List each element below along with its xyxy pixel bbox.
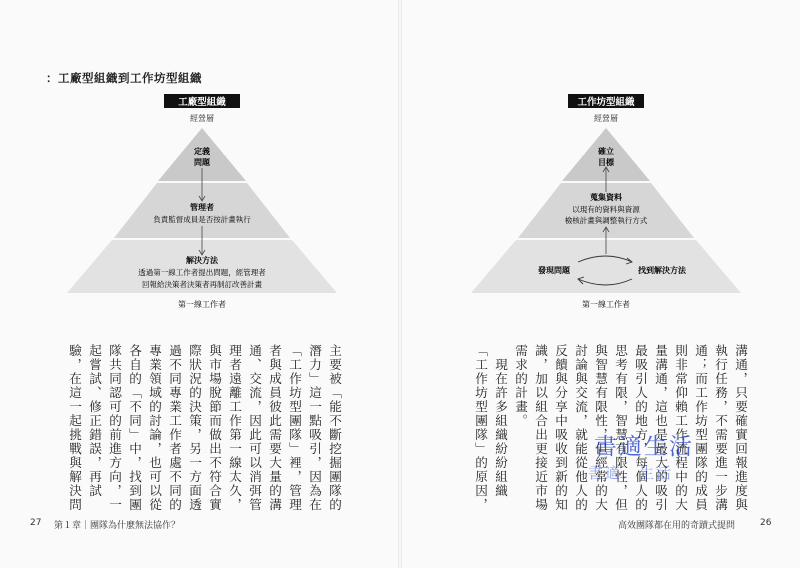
text-column: 通；而工作坊型團隊的成員 [693, 344, 708, 512]
text-column: 量溝通，這也是最大的吸引 [653, 344, 668, 512]
workshop-tier3-right: 找到解決方法 [638, 266, 686, 275]
workshop-tier2-line1: 以現有的資料與資源 [572, 205, 640, 214]
workshop-tier1-line2: 目標 [598, 158, 614, 167]
text-column: 各自的「不同」中，找到團 [127, 344, 142, 512]
text-column: 現在許多組織紛紛組織 [493, 344, 508, 498]
text-column: 隊共同認可的前進方向，一 [107, 344, 122, 512]
text-column: 理者遠離工作第一線太久， [227, 344, 242, 512]
text-column: 反饋與分享中吸收到新的知 [553, 344, 568, 512]
text-column: 溝通，只要確實回報進度與 [733, 344, 748, 512]
factory-pyramid [67, 94, 337, 309]
workshop-header-label: 工作坊型組織 [577, 97, 635, 108]
text-column: 識，加以組合出更接近市場 [533, 344, 548, 512]
figure-title: ：工廠型組織到工作坊型組織 [46, 71, 202, 85]
text-column: 起嘗試、修正錯誤，再試 [87, 344, 102, 498]
text-column: 潛力」這一點吸引，因為在 [307, 344, 322, 512]
workshop-tier3-left: 發現問題 [538, 266, 570, 275]
watermark-line-2: 書適．生活 [588, 464, 674, 482]
right-running-footer: 高效團隊都在用的奇蹟式提問 [618, 521, 736, 531]
factory-header-label: 工廠型組織 [178, 97, 226, 108]
text-column: 「工作坊型團隊」裡，管理 [287, 344, 302, 512]
factory-tier3-title: 解決方法 [186, 256, 218, 265]
right-page-number: 26 [760, 518, 772, 528]
workshop-tier2-line2: 檢核計畫與調整執行方式 [564, 216, 648, 225]
text-column: 最吸引人的地方，每個人的 [633, 344, 648, 512]
workshop-pyramid [471, 94, 741, 309]
factory-tier3-line2: 回報給決策者決策者再制訂改善計畫 [142, 280, 262, 289]
factory-tier2-title: 管理者 [190, 203, 214, 212]
text-column: 則非常仰賴工作流程中的大 [673, 344, 688, 512]
text-column: 與市場脫節而做出不符合實 [207, 344, 222, 512]
factory-tier1-line1: 定義 [194, 147, 210, 156]
text-column: 者與成員彼此需要大量的溝 [267, 344, 282, 512]
factory-tier3-line1: 透過第一線工作者提出問題，經管理者 [138, 268, 266, 277]
workshop-tier1-line1: 確立 [598, 147, 614, 156]
text-column: 與智慧有限性，但經常的大 [593, 344, 608, 512]
left-running-footer: 第１章｜團隊為什麼無法協作？ [54, 521, 181, 531]
factory-top-label: 經營層 [190, 114, 214, 123]
text-column: 過不同專業工作者處不同的 [167, 344, 182, 512]
text-column: 執行任務，不需要進一步溝 [713, 344, 728, 512]
text-column: 際狀況的決策，另一方面透 [187, 344, 202, 512]
text-column: 驗，在這一起挑戰與解決問 [67, 344, 82, 512]
workshop-bottom-label: 第一線工作者 [582, 300, 630, 309]
watermark-stamp [588, 428, 694, 494]
text-column: 需求的計畫。 [513, 344, 528, 428]
text-column: 討論與交流，就能從他人的 [573, 344, 588, 512]
text-column: 「工作坊型團隊」的原因， [473, 344, 488, 512]
watermark-line-1: 書適生活 [594, 434, 694, 460]
text-column: 主要被「能不斷挖掘團隊的 [327, 344, 342, 512]
workshop-tier2-title: 蒐集資料 [590, 193, 622, 202]
factory-bottom-label: 第一線工作者 [178, 300, 226, 309]
left-page-number: 27 [30, 518, 42, 528]
text-column: 專業領域的討論，也可以從 [147, 344, 162, 512]
factory-tier1-line2: 問題 [194, 158, 210, 167]
text-column: 思考有限，智慧有限性，但 [613, 344, 628, 512]
workshop-top-label: 經營層 [594, 114, 618, 123]
text-column: 通、交流，因此可以消弭管 [247, 344, 262, 512]
factory-tier2-text: 負責監督成員是否按計畫執行 [153, 215, 251, 224]
